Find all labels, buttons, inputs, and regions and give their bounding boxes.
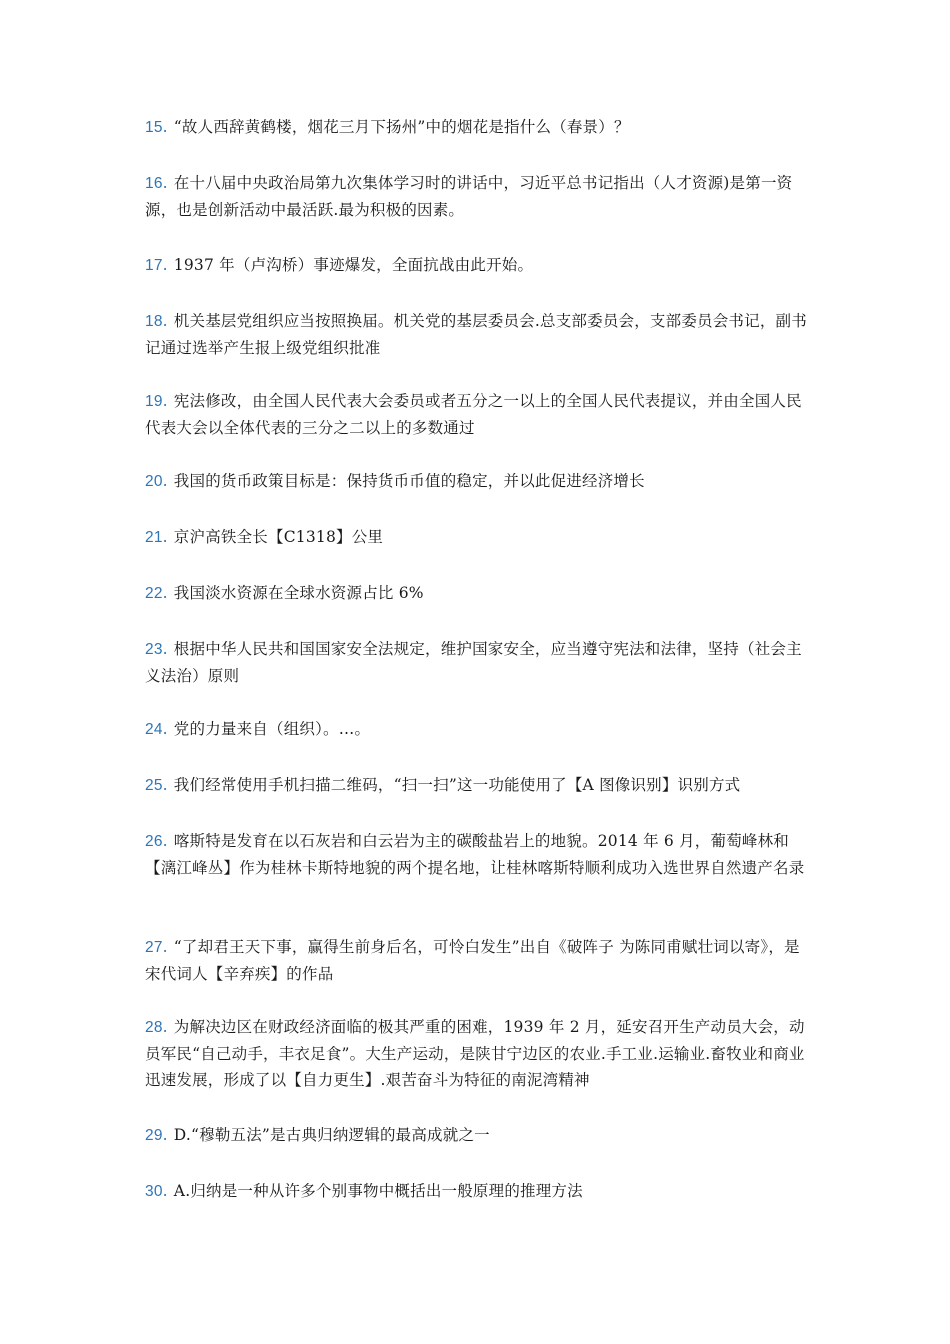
number-separator: . [162,174,168,192]
question-number: 19 [145,393,163,410]
number-separator: . [162,584,168,602]
question-number: 26 [145,833,163,850]
number-separator: . [162,312,168,330]
question-number: 28 [145,1019,163,1036]
number-separator: . [162,472,168,490]
number-separator: . [162,1182,168,1200]
number-separator: . [162,1018,168,1036]
question-18 [145,308,810,361]
question-text: 我国淡水资源在全球水资源占比 6% [173,584,424,602]
question-text: 喀斯特是发育在以石灰岩和白云岩为主的碳酸盐岩上的地貌。2014 年 6 月，葡萄峰林和【漓江峰丛】作为桂林卡斯特地貌的两个提名地，让桂林喀斯特顺利成功入选世界自然遗产名录 [145,832,805,877]
question-text: D.“穆勒五法”是古典归纳逻辑的最高成就之一 [173,1126,490,1144]
number-separator: . [162,528,168,546]
question-24 [145,716,810,743]
question-30 [145,1178,810,1205]
question-text: “故人西辞黄鹤楼，烟花三月下扬州”中的烟花是指什么（春景）？ [173,118,630,136]
question-number: 20 [145,473,163,490]
question-number: 16 [145,175,163,192]
question-number: 21 [145,529,163,546]
question-20 [145,468,810,495]
question-17 [145,252,810,279]
question-number: 25 [145,777,163,794]
number-separator: . [162,776,168,794]
question-16 [145,170,810,223]
question-25 [145,772,810,799]
question-22 [145,580,810,607]
question-number: 15 [145,119,163,136]
question-text: A.归纳是一种从许多个别事物中概括出一般原理的推理方法 [173,1182,583,1200]
question-23 [145,636,810,689]
question-text: 京沪高铁全长【C1318】公里 [173,528,384,546]
question-text: “了却君王天下事，赢得生前身后名，可怜白发生”出自《破阵子 为陈同甫赋壮词以寄》，是宋代词人【辛弃疾】的作品 [145,938,800,983]
number-separator: . [162,1126,168,1144]
question-text: 党的力量来自（组织）。…。 [173,720,371,738]
question-21 [145,524,810,551]
question-text: 在十八届中央政治局第九次集体学习时的讲话中，习近平总书记指出（人才资源)是第一资源，也是创新活动中最活跃.最为积极的因素。 [145,174,793,219]
question-number: 23 [145,641,163,658]
question-number: 18 [145,313,163,330]
number-separator: . [162,938,168,956]
question-26 [145,828,810,881]
question-text: 机关基层党组织应当按照换届。机关党的基层委员会.总支部委员会，支部委员会书记，副书记通过选举产生报上级党组织批准 [145,312,807,357]
question-number: 30 [145,1183,163,1200]
number-separator: . [162,720,168,738]
question-19 [145,388,810,441]
question-number: 22 [145,585,163,602]
question-text: 我们经常使用手机扫描二维码，“扫一扫”这一功能使用了【A 图像识别】识别方式 [173,776,741,794]
question-text: 根据中华人民共和国国家安全法规定，维护国家安全，应当遵守宪法和法律，坚持（社会主义法治）原则 [145,640,802,685]
question-number: 24 [145,721,163,738]
question-number: 27 [145,939,163,956]
number-separator: . [162,256,168,274]
question-text: 我国的货币政策目标是：保持货币币值的稳定，并以此促进经济增长 [173,472,645,490]
question-number: 17 [145,257,163,274]
number-separator: . [162,118,168,136]
number-separator: . [162,832,168,850]
number-separator: . [162,640,168,658]
question-text: 宪法修改，由全国人民代表大会委员或者五分之一以上的全国人民代表提议，并由全国人民代表大会以全体代表的三分之二以上的多数通过 [145,392,802,437]
question-number: 29 [145,1127,163,1144]
question-text: 为解决边区在财政经济面临的极其严重的困难，1939 年 2 月，延安召开生产动员大会，动员军民“自己动手，丰衣足食”。大生产运动，是陕甘宁边区的农业.手工业.运输业.畜牧业和商业迅速发展，形成了以【自力更生】.艰苦奋斗为特征的南泥湾精神 [145,1018,805,1089]
number-separator: . [162,392,168,410]
question-27 [145,934,810,987]
question-28 [145,1014,810,1093]
question-29 [145,1122,810,1149]
question-15 [145,114,810,141]
question-text: 1937 年（卢沟桥）事迹爆发，全面抗战由此开始。 [173,256,534,274]
